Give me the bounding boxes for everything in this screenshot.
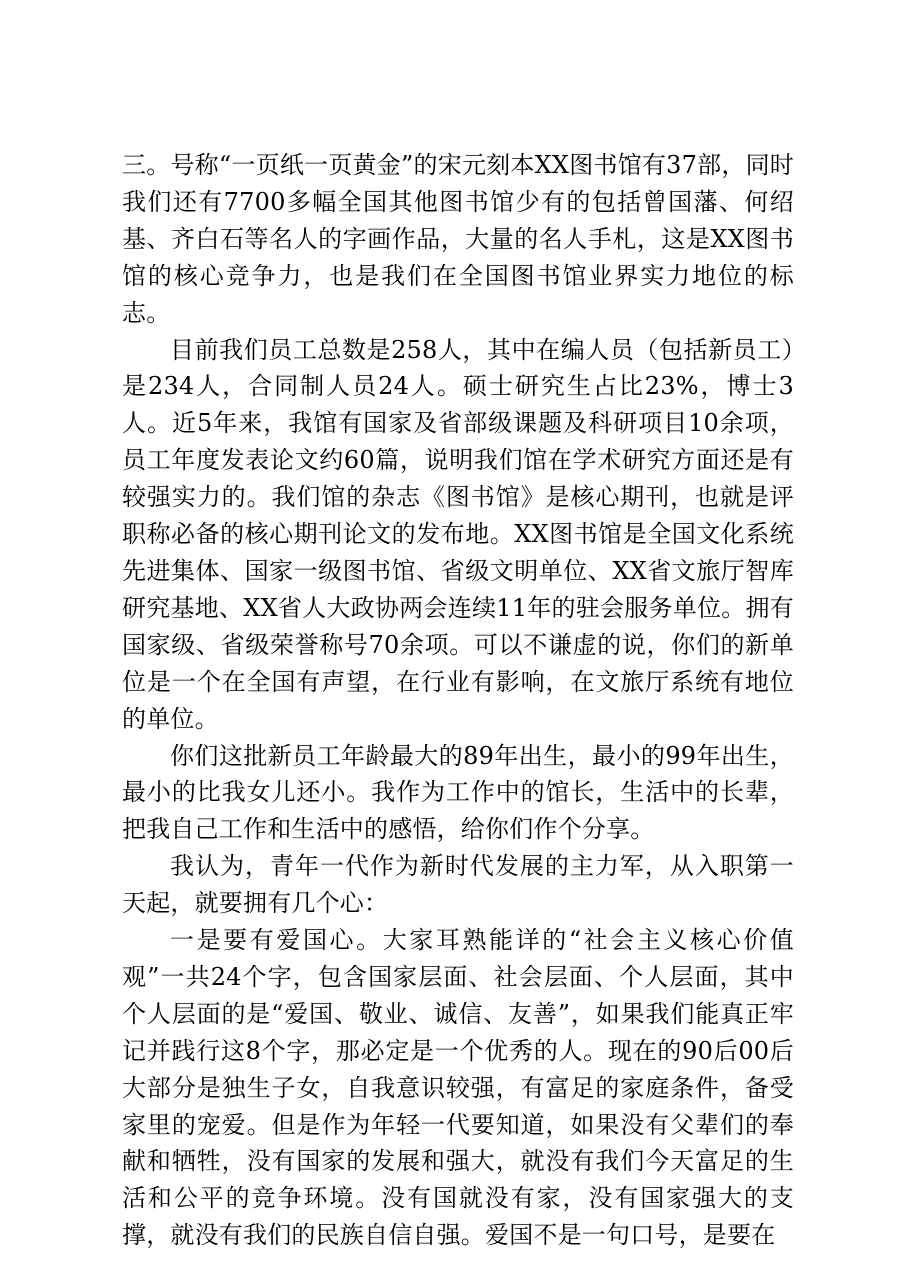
- paragraph-1: 三。号称“一页纸一页黄金”的宋元刻本XX图书馆有37部，同时我们还有7700多幅全国其他图书馆少有的包括曾国藩、何绍基、齐白石等名人的字画作品，大量的名人手札，这是XX图书馆的核心竞争力，也是我们在全国图书馆业界实力地位的标志。: [122, 151, 794, 327]
- document-page: [122, 147, 794, 1254]
- paragraph-3: 你们这批新员工年龄最大的89年出生，最小的99年出生，最小的比我女儿还小。我作为工作中的馆长，生活中的长辈，把我自己工作和生活中的感悟，给你们作个分享。: [122, 741, 794, 844]
- paragraph-2: 目前我们员工总数是258人，其中在编人员（包括新员工）是234人，合同制人员24人。硕士研究生占比23%，博士3人。近5年来，我馆有国家及省部级课题及科研项目10余项，员工年度发表论文约60篇，说明我们馆在学术研究方面还是有较强实力的。我们馆的杂志《图书馆》是核心期刊，也就是评职称必备的核心期刊论文的发布地。XX图书馆是全国文化系统先进集体、国家一级图书馆、省级文明单位、XX省文旅厅智库研究基地、XX省人大政协两会连续11年的驻会服务单位。拥有国家级、省级荣誉称号70余项。可以不谦虚的说，你们的新单位是一个在全国有声望，在行业有影响，在文旅厅系统有地位的单位。: [122, 335, 794, 733]
- paragraph-4: 我认为，青年一代作为新时代发展的主力军，从入职第一天起，就要拥有几个心：: [122, 852, 794, 918]
- paragraph-5: 一是要有爱国心。大家耳熟能详的“社会主义核心价值观”一共24个字，包含国家层面、社会层面、个人层面，其中个人层面的是“爱国、敬业、诚信、友善”，如果我们能真正牢记并践行这8个字，那必定是一个优秀的人。现在的90后00后大部分是独生子女，自我意识较强，有富足的家庭条件，备受家里的宠爱。但是作为年轻一代要知道，如果没有父辈们的奉献和牺牲，没有国家的发展和强大，就没有我们今天富足的生活和公平的竞争环境。没有国就没有家，没有国家强大的支撑，就没有我们的民族自信自强。爱国不是一句口号，是要在: [122, 926, 794, 1250]
